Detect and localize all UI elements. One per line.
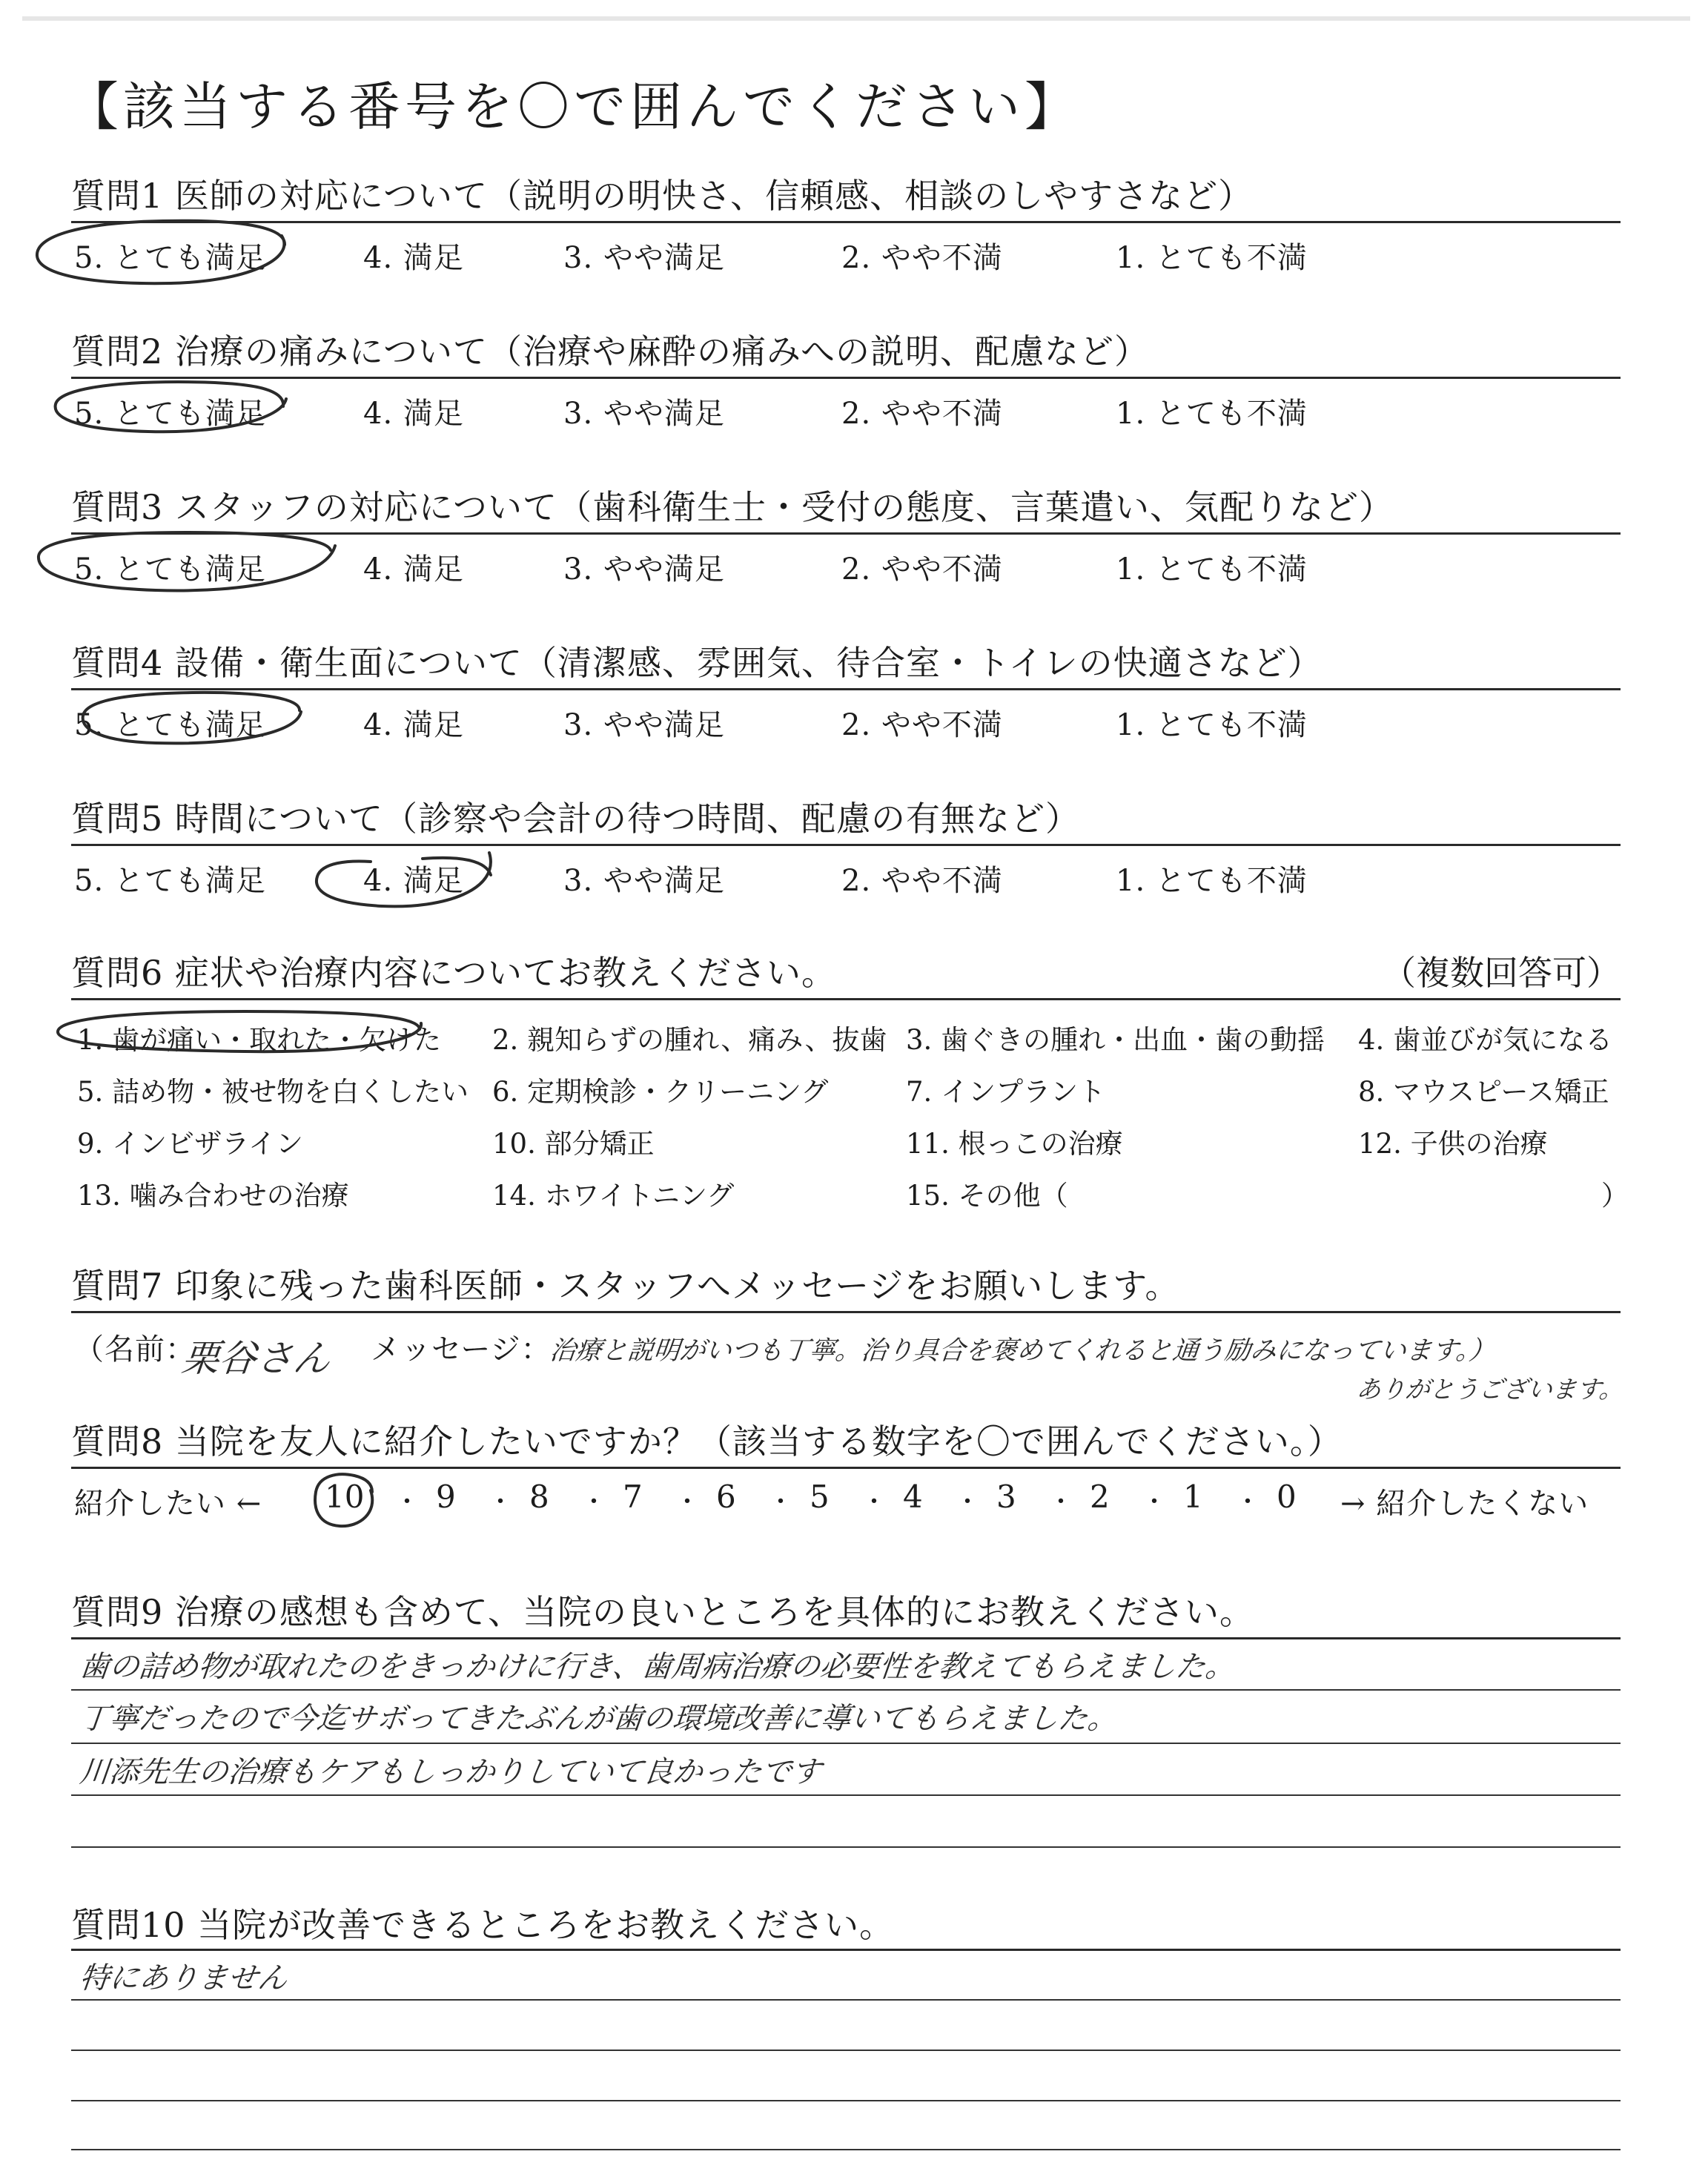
q1-option-2[interactable]: 2. やや不満 <box>841 241 1003 275</box>
question-5: 質問5 時間について（診察や会計の待つ時間、配慮の有無など） <box>71 799 1080 839</box>
scan-edge <box>22 16 1690 21</box>
q6-item-7[interactable]: 7. インプラント <box>906 1076 1106 1108</box>
q5-option-1[interactable]: 1. とても不満 <box>1116 864 1308 898</box>
q7-message-line-1[interactable]: 治療と説明がいつも丁寧。治り具合を褒めてくれると通う励みになっています。） <box>548 1336 1497 1366</box>
q8-separator: ・ <box>581 1487 606 1517</box>
question-8-rule <box>71 1467 1621 1469</box>
q9-answer-line-3[interactable]: 川添先生の治療もケアもしっかりしていて良かったです <box>78 1755 824 1789</box>
question-6-note: （複数回答可） <box>1382 953 1621 993</box>
question-2: 質問2 治療の痛みについて（治療や麻酔の痛みへの説明、配慮など） <box>71 331 1150 371</box>
question-3: 質問3 スタッフの対応について（歯科衛生士・受付の態度、言葉遣い、気配りなど） <box>71 487 1394 527</box>
q8-separator: ・ <box>1142 1487 1167 1517</box>
q5-option-2[interactable]: 2. やや不満 <box>841 864 1003 898</box>
q6-item-8[interactable]: 8. マウスピース矯正 <box>1358 1076 1609 1108</box>
q4-option-2[interactable]: 2. やや不満 <box>841 708 1003 742</box>
q8-score-9[interactable]: 9 <box>436 1479 456 1515</box>
q6-item-15[interactable]: 15. その他（ <box>906 1180 1068 1212</box>
q3-option-4[interactable]: 4. 満足 <box>363 552 464 587</box>
question-1: 質問1 医師の対応について（説明の明快さ、信頼感、相談のしやすさなど） <box>71 176 1254 216</box>
q5-option-4[interactable]: 4. 満足 <box>363 864 464 898</box>
q8-separator: ・ <box>488 1487 513 1517</box>
q8-left-label: 紹介したい ← <box>74 1487 262 1521</box>
q6-item-14[interactable]: 14. ホワイトニング <box>492 1180 735 1212</box>
q7-message-line-2[interactable]: ありがとうございます。 <box>1354 1375 1626 1404</box>
q4-option-1[interactable]: 1. とても不満 <box>1116 708 1308 742</box>
q6-item-4[interactable]: 4. 歯並びが気になる <box>1358 1024 1613 1056</box>
q8-score-6[interactable]: 6 <box>716 1479 736 1515</box>
question-7-rule <box>71 1311 1621 1313</box>
q5-option-5[interactable]: 5. とても満足 <box>74 864 266 898</box>
q6-item-6[interactable]: 6. 定期検診・クリーニング <box>492 1076 829 1108</box>
q2-option-3[interactable]: 3. やや満足 <box>563 397 725 431</box>
q8-separator: ・ <box>675 1487 700 1517</box>
q8-separator: ・ <box>955 1487 980 1517</box>
q8-score-8[interactable]: 8 <box>529 1479 549 1515</box>
q8-separator: ・ <box>394 1487 420 1517</box>
q3-option-1[interactable]: 1. とても不満 <box>1116 552 1308 587</box>
q10-answer-rule <box>71 2149 1621 2150</box>
question-9-rule <box>71 1637 1621 1639</box>
question-3-rule <box>71 532 1621 535</box>
question-2-rule <box>71 377 1621 379</box>
q9-answer-line-2[interactable]: 丁寧だったので今迄サボってきたぶんが歯の環境改善に導いてもらえました。 <box>78 1702 1119 1736</box>
q6-item-10[interactable]: 10. 部分矯正 <box>492 1128 655 1160</box>
q6-item-13[interactable]: 13. 噛み合わせの治療 <box>77 1180 349 1212</box>
question-1-rule <box>71 221 1621 223</box>
q8-score-7[interactable]: 7 <box>623 1479 643 1515</box>
q9-answer-rule <box>71 1794 1621 1796</box>
q6-item-11[interactable]: 11. 根っこの治療 <box>906 1128 1123 1160</box>
q8-separator: ・ <box>861 1487 887 1517</box>
q8-separator: ・ <box>1235 1487 1260 1517</box>
q4-option-4[interactable]: 4. 満足 <box>363 708 464 742</box>
q8-separator: ・ <box>1048 1487 1073 1517</box>
q9-answer-rule <box>71 1689 1621 1691</box>
question-10: 質問10 当院が改善できるところをお教えください。 <box>71 1905 895 1945</box>
q10-answer-rule <box>71 1999 1621 2001</box>
question-4-rule <box>71 688 1621 690</box>
q3-option-5[interactable]: 5. とても満足 <box>74 552 266 587</box>
question-4: 質問4 設備・衛生面について（清潔感、雰囲気、待合室・トイレの快適さなど） <box>71 643 1323 683</box>
q7-message-label: メッセージ： <box>371 1332 552 1367</box>
q6-item-5[interactable]: 5. 詰め物・被せ物を白くしたい <box>77 1076 469 1108</box>
q1-option-5[interactable]: 5. とても満足 <box>74 241 266 275</box>
q8-score-5[interactable]: 5 <box>810 1479 830 1515</box>
q6-item-3[interactable]: 3. 歯ぐきの腫れ・出血・歯の動揺 <box>906 1024 1325 1056</box>
q8-score-1[interactable]: 1 <box>1183 1479 1203 1515</box>
q8-separator: ・ <box>768 1487 793 1517</box>
q3-option-2[interactable]: 2. やや不満 <box>841 552 1003 587</box>
question-7: 質問7 印象に残った歯科医師・スタッフへメッセージをお願いします。 <box>71 1266 1180 1306</box>
q5-option-3[interactable]: 3. やや満足 <box>563 864 725 898</box>
q3-option-3[interactable]: 3. やや満足 <box>563 552 725 587</box>
q9-answer-rule <box>71 1743 1621 1744</box>
q6-item-12[interactable]: 12. 子供の治療 <box>1358 1128 1548 1160</box>
q6-item-15-close: ） <box>1601 1180 1629 1212</box>
q7-name-label: （名前： <box>74 1332 196 1367</box>
q10-answer-rule <box>71 2050 1621 2051</box>
form-title: 【該当する番号を〇で囲んでください】 <box>67 76 1081 137</box>
question-9: 質問9 治療の感想も含めて、当院の良いところを具体的にお教えください。 <box>71 1592 1254 1632</box>
q8-score-2[interactable]: 2 <box>1090 1479 1110 1515</box>
q9-answer-rule <box>71 1846 1621 1848</box>
q4-option-3[interactable]: 3. やや満足 <box>563 708 725 742</box>
q10-answer[interactable]: 特にありません <box>78 1961 290 1995</box>
q6-item-1[interactable]: 1. 歯が痛い・取れた・欠けた <box>77 1024 442 1056</box>
q2-option-2[interactable]: 2. やや不満 <box>841 397 1003 431</box>
q4-option-5[interactable]: 5. とても満足 <box>74 708 266 742</box>
q8-score-10[interactable]: 10 <box>325 1479 365 1515</box>
q2-option-1[interactable]: 1. とても不満 <box>1116 397 1308 431</box>
q10-answer-rule <box>71 2100 1621 2101</box>
q7-name-value[interactable]: 栗谷さん <box>179 1337 333 1380</box>
q8-score-4[interactable]: 4 <box>903 1479 923 1515</box>
q8-score-0[interactable]: 0 <box>1277 1479 1297 1515</box>
question-8: 質問8 当院を友人に紹介したいですか？（該当する数字を〇で囲んでください。） <box>71 1421 1343 1462</box>
q6-item-9[interactable]: 9. インビザライン <box>77 1128 303 1160</box>
q2-option-5[interactable]: 5. とても満足 <box>74 397 266 431</box>
q6-item-2[interactable]: 2. 親知らずの腫れ、痛み、抜歯 <box>492 1024 887 1056</box>
question-10-rule <box>71 1949 1621 1951</box>
q8-right-label: → 紹介したくない <box>1340 1487 1589 1521</box>
q1-option-4[interactable]: 4. 満足 <box>363 241 464 275</box>
question-6: 質問6 症状や治療内容についてお教えください。 <box>71 953 836 993</box>
q2-option-4[interactable]: 4. 満足 <box>363 397 464 431</box>
q1-option-1[interactable]: 1. とても不満 <box>1116 241 1308 275</box>
q8-score-3[interactable]: 3 <box>996 1479 1016 1515</box>
q9-answer-line-1[interactable]: 歯の詰め物が取れたのをきっかけに行き、歯周病治療の必要性を教えてもらえました。 <box>78 1650 1237 1684</box>
question-5-rule <box>71 844 1621 846</box>
question-6-rule <box>71 998 1621 1000</box>
q1-option-3[interactable]: 3. やや満足 <box>563 241 725 275</box>
